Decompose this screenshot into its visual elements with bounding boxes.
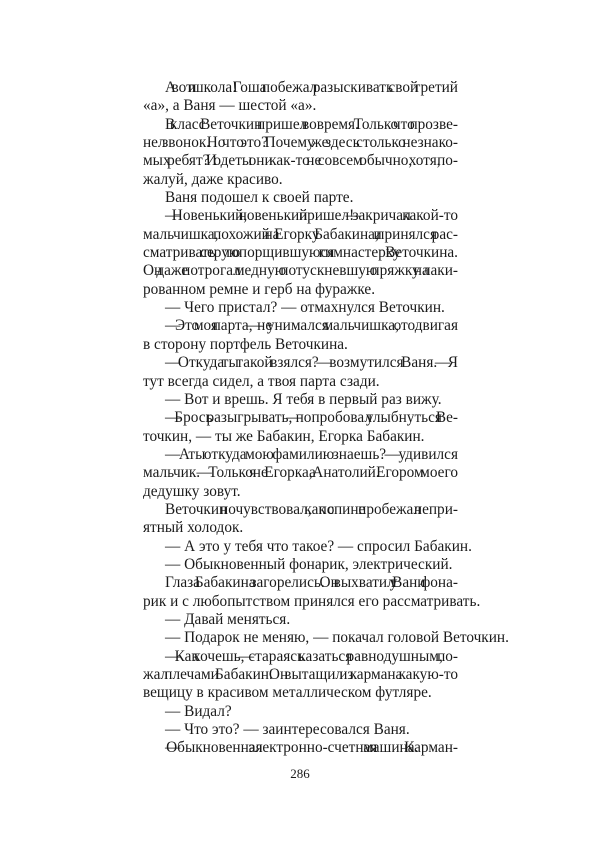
text-line-content: Глаза Бабакина загорелись. Он выхватил у Вани фона- <box>165 574 458 592</box>
text-line-content: — Видал? <box>165 702 232 720</box>
text-line-content: — Давай меняться. <box>165 610 291 628</box>
text-line-content: — А ты откуда мою фамилию знаешь? — удивился <box>165 445 458 463</box>
text-line-content: сматривать серую топорщившуюся гимнастерку Веточкина. <box>143 244 458 262</box>
text-line-content: «а», а Ваня — шестой «а». <box>143 97 317 115</box>
text-line <box>143 391 458 409</box>
text-line <box>143 556 458 574</box>
text-line-content: — Вот и врешь. Я тебя в первый раз вижу. <box>165 390 442 408</box>
text-line-content: — Брось разыгрывать, — попробовал улыбнуться Ве- <box>165 409 458 427</box>
text-line-content: — Подарок не меняю, — покачал головой Веточкин. <box>165 629 509 647</box>
text-line <box>143 464 458 482</box>
text-line <box>143 281 458 299</box>
text-line <box>143 501 458 519</box>
text-line-content: мальчишка, похожий на Егорку Бабакина, и принялся рас- <box>143 225 458 243</box>
text-line-content: тут всегда сидел, а твоя парта сзади. <box>143 372 380 390</box>
text-line-content: — Как хочешь, — стараясь казаться равнодушным, по- <box>165 647 458 665</box>
text-line-content: Он даже потрогал медную потускневшую пряжку на лаки- <box>143 262 458 280</box>
text-line-content: — Обыкновенный фонарик, электрический. <box>165 555 453 573</box>
text-line <box>143 262 458 280</box>
text-line-content: — Обыкновенная электронно-счетная машина. Карман- <box>165 739 458 757</box>
text-line <box>143 373 458 391</box>
text-line-content: В класс Веточкин пришел вовремя. Только что прозве- <box>165 115 458 133</box>
text-line <box>143 116 458 134</box>
text-line-content: в сторону портфель Веточкина. <box>143 335 348 353</box>
text-line <box>143 629 509 647</box>
text-line-content: рик и с любопытством принялся его рассматривать. <box>143 592 481 610</box>
text-line-content: точкин, — ты же Бабакин, Егорка Бабакин. <box>143 427 425 445</box>
text-line <box>143 648 458 666</box>
page-body-text <box>143 79 509 758</box>
text-line <box>143 317 458 335</box>
text-line-content: жал плечами Бабакин. Он вытащил из кармана какую-то <box>143 666 458 683</box>
text-line <box>143 97 458 115</box>
text-line-content: Ваня подошел к своей парте. <box>165 189 354 207</box>
text-line-content: — Новенький, новенький пришел! — закричал какой-то <box>165 207 458 225</box>
text-line-content: А вот и школа! Гоша побежал разыскивать свой третий <box>165 79 458 96</box>
text-line <box>143 152 458 170</box>
text-line <box>143 483 458 501</box>
text-line-content: мых ребят? И одеты они как-то не совсем обычно, хотя, по- <box>143 152 458 170</box>
text-line <box>143 703 458 721</box>
text-line <box>143 354 458 372</box>
text-line <box>143 537 472 556</box>
text-line <box>143 134 458 152</box>
text-line <box>143 446 458 464</box>
text-line <box>143 428 458 446</box>
text-line <box>143 299 458 317</box>
text-line-content: нел звонок. Но что это? Почему же здесь столько незнако- <box>143 134 458 152</box>
text-line <box>143 171 458 189</box>
text-line <box>143 592 481 611</box>
text-line <box>143 189 458 207</box>
text-line <box>143 244 458 262</box>
text-line-content: мальчик. — Только я не Егорка, а Анатолий. Егором моего <box>143 464 458 482</box>
text-line <box>143 207 458 225</box>
text-line <box>143 226 458 244</box>
text-line <box>143 611 458 629</box>
text-line-content: вещицу в красивом металлическом футляре. <box>143 684 432 702</box>
text-line-content: — Откуда ты такой взялся? — возмутился Ваня. — Я <box>165 354 458 372</box>
text-line-content: жалуй, даже красиво. <box>143 170 283 188</box>
text-line <box>143 684 458 702</box>
text-line <box>143 519 458 537</box>
text-line-content: — А это у тебя что такое? — спросил Бабакин. <box>165 537 472 555</box>
text-line <box>143 336 458 354</box>
text-line <box>143 574 458 592</box>
text-line <box>143 409 458 427</box>
text-line-content: ятный холодок. <box>143 519 244 537</box>
text-line-content: дедушку зовут. <box>143 482 241 500</box>
text-line <box>143 79 458 97</box>
text-line <box>143 739 458 757</box>
text-line-content: Веточкин почувствовал, как по спине пробежал непри- <box>165 500 458 518</box>
text-line-content: — Это моя парта, — не унимался мальчишка, отодвигая <box>165 317 458 335</box>
text-line <box>143 721 458 739</box>
page-number: 286 <box>290 766 310 781</box>
text-line <box>143 666 458 684</box>
text-line-content: — Что это? — заинтересовался Ваня. <box>165 721 410 739</box>
text-line-content: — Чего пристал? — отмахнулся Веточкин. <box>165 299 445 317</box>
text-line-content: рованном ремне и герб на фуражке. <box>143 280 376 298</box>
